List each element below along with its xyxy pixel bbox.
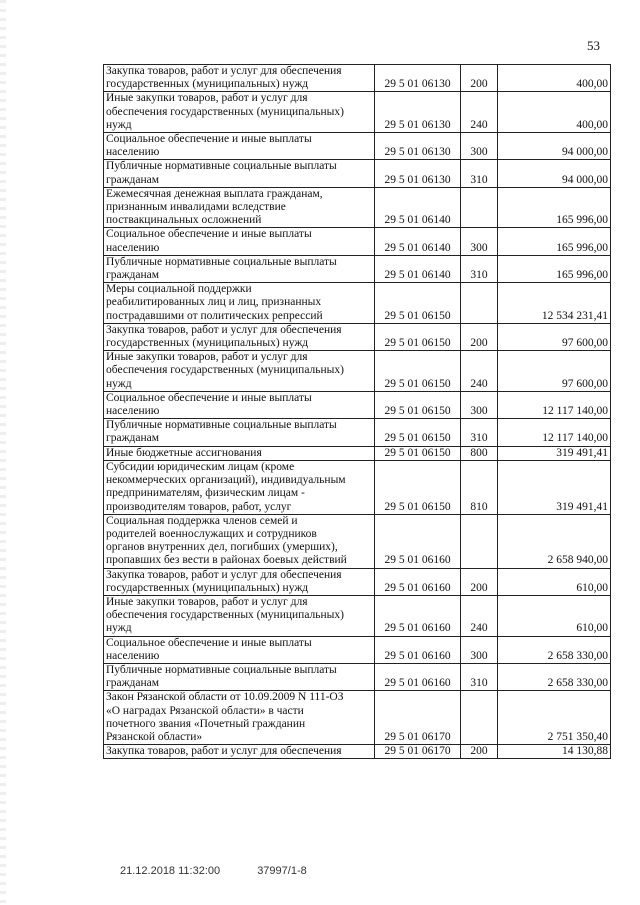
row-csr-cell: 29 5 01 06140 [375,228,461,255]
table-row [104,595,611,636]
row-vr-cell: 300 [461,636,498,663]
table-row [104,228,611,255]
row-csr-cell: 29 5 01 06170 [375,691,461,745]
row-sum-cell: 610,00 [498,595,611,636]
row-csr-cell: 29 5 01 06150 [375,446,461,460]
row-name-cell: Закупка товаров, работ и услуг для обеспечения государственных (муниципальных) нужд [104,65,375,92]
row-name-cell: Публичные нормативные социальные выплаты гражданам [104,663,375,690]
footer-doc-code: 37997/1-8 [257,865,307,877]
row-vr-cell [461,283,498,324]
row-sum-cell: 94 000,00 [498,133,611,160]
row-vr-cell: 200 [461,745,498,759]
row-sum-cell: 97 600,00 [498,323,611,350]
row-vr-cell: 300 [461,391,498,418]
row-name-cell: Субсидии юридическим лицам (кроме некоммерческих организаций), индивидуальным предпринимателям, физическим лицам - производителям товаров, работ, услуг [104,460,375,514]
row-name-cell: Ежемесячная денежная выплата гражданам, признанным инвалидами вследствие поствакцинальных осложнений [104,187,375,228]
row-vr-cell: 300 [461,228,498,255]
row-vr-cell: 300 [461,133,498,160]
row-sum-cell: 400,00 [498,92,611,133]
row-sum-cell: 2 658 330,00 [498,663,611,690]
row-name-cell: Публичные нормативные социальные выплаты гражданам [104,419,375,446]
row-vr-cell: 200 [461,568,498,595]
row-csr-cell: 29 5 01 06150 [375,460,461,514]
row-sum-cell: 97 600,00 [498,351,611,392]
row-sum-cell: 94 000,00 [498,160,611,187]
footer-timestamp: 21.12.2018 11:32:00 [120,865,221,877]
row-name-cell: Социальное обеспечение и иные выплаты населению [104,636,375,663]
row-sum-cell: 14 130,88 [498,745,611,759]
table-row [104,636,611,663]
row-sum-cell: 165 996,00 [498,255,611,282]
row-vr-cell [461,187,498,228]
table-row [104,160,611,187]
row-name-cell: Закупка товаров, работ и услуг для обеспечения [104,745,375,759]
scan-edge-artifact [0,0,6,905]
row-sum-cell: 2 658 330,00 [498,636,611,663]
table-row [104,65,611,92]
page-number: 53 [587,38,600,53]
row-sum-cell: 2 751 350,40 [498,691,611,745]
row-vr-cell: 310 [461,255,498,282]
row-sum-cell: 12 117 140,00 [498,391,611,418]
row-csr-cell: 29 5 01 06130 [375,133,461,160]
row-sum-cell: 165 996,00 [498,228,611,255]
table-row [104,663,611,690]
table-row [104,92,611,133]
row-csr-cell: 29 5 01 06170 [375,745,461,759]
table-row [104,133,611,160]
row-csr-cell: 29 5 01 06160 [375,636,461,663]
row-vr-cell: 240 [461,595,498,636]
table-row [104,446,611,460]
row-vr-cell: 810 [461,460,498,514]
row-vr-cell [461,514,498,568]
row-sum-cell: 12 117 140,00 [498,419,611,446]
row-csr-cell: 29 5 01 06130 [375,160,461,187]
row-csr-cell: 29 5 01 06140 [375,255,461,282]
table-row [104,323,611,350]
row-csr-cell: 29 5 01 06160 [375,595,461,636]
table-row [104,745,611,759]
footer [120,865,341,877]
table-row [104,351,611,392]
row-vr-cell: 310 [461,160,498,187]
row-csr-cell: 29 5 01 06130 [375,65,461,92]
row-name-cell: Закупка товаров, работ и услуг для обеспечения государственных (муниципальных) нужд [104,568,375,595]
row-sum-cell: 2 658 940,00 [498,514,611,568]
row-vr-cell: 310 [461,663,498,690]
table-row [104,568,611,595]
budget-table [103,64,611,759]
row-name-cell: Социальное обеспечение и иные выплаты населению [104,133,375,160]
row-name-cell: Иные бюджетные ассигнования [104,446,375,460]
row-sum-cell: 12 534 231,41 [498,283,611,324]
row-name-cell: Иные закупки товаров, работ и услуг для обеспечения государственных (муниципальных) нужд [104,351,375,392]
row-csr-cell: 29 5 01 06150 [375,419,461,446]
row-sum-cell: 610,00 [498,568,611,595]
row-vr-cell: 240 [461,351,498,392]
table-row [104,255,611,282]
row-csr-cell: 29 5 01 06150 [375,323,461,350]
row-csr-cell: 29 5 01 06160 [375,514,461,568]
row-vr-cell [461,691,498,745]
row-name-cell: Иные закупки товаров, работ и услуг для обеспечения государственных (муниципальных) нужд [104,92,375,133]
row-name-cell: Публичные нормативные социальные выплаты гражданам [104,255,375,282]
row-name-cell: Меры социальной поддержки реабилитированных лиц и лиц, признанных пострадавшими от политических репрессий [104,283,375,324]
row-sum-cell: 400,00 [498,65,611,92]
row-csr-cell: 29 5 01 06160 [375,568,461,595]
row-name-cell: Социальное обеспечение и иные выплаты населению [104,391,375,418]
row-csr-cell: 29 5 01 06140 [375,187,461,228]
row-name-cell: Иные закупки товаров, работ и услуг для обеспечения государственных (муниципальных) нужд [104,595,375,636]
row-name-cell: Публичные нормативные социальные выплаты гражданам [104,160,375,187]
row-sum-cell: 319 491,41 [498,446,611,460]
row-name-cell: Социальное обеспечение и иные выплаты населению [104,228,375,255]
table-row [104,283,611,324]
row-csr-cell: 29 5 01 06160 [375,663,461,690]
row-sum-cell: 165 996,00 [498,187,611,228]
table-row [104,691,611,745]
row-name-cell: Закупка товаров, работ и услуг для обеспечения государственных (муниципальных) нужд [104,323,375,350]
table-row [104,514,611,568]
row-name-cell: Социальная поддержка членов семей и родителей военнослужащих и сотрудников органов внутренних дел, погибших (умерших), пропавших без вести в районах боевых действий [104,514,375,568]
table-row [104,391,611,418]
row-sum-cell: 319 491,41 [498,460,611,514]
table-row [104,187,611,228]
table-row [104,460,611,514]
row-vr-cell: 310 [461,419,498,446]
row-csr-cell: 29 5 01 06150 [375,283,461,324]
budget-table-body [104,65,611,759]
row-csr-cell: 29 5 01 06150 [375,351,461,392]
row-vr-cell: 200 [461,323,498,350]
row-vr-cell: 800 [461,446,498,460]
row-csr-cell: 29 5 01 06150 [375,391,461,418]
table-row [104,419,611,446]
row-vr-cell: 200 [461,65,498,92]
row-name-cell: Закон Рязанской области от 10.09.2009 N 111-ОЗ «О наградах Рязанской области» в части почетного звания «Почетный гражданин Рязанской области» [104,691,375,745]
row-vr-cell: 240 [461,92,498,133]
row-csr-cell: 29 5 01 06130 [375,92,461,133]
